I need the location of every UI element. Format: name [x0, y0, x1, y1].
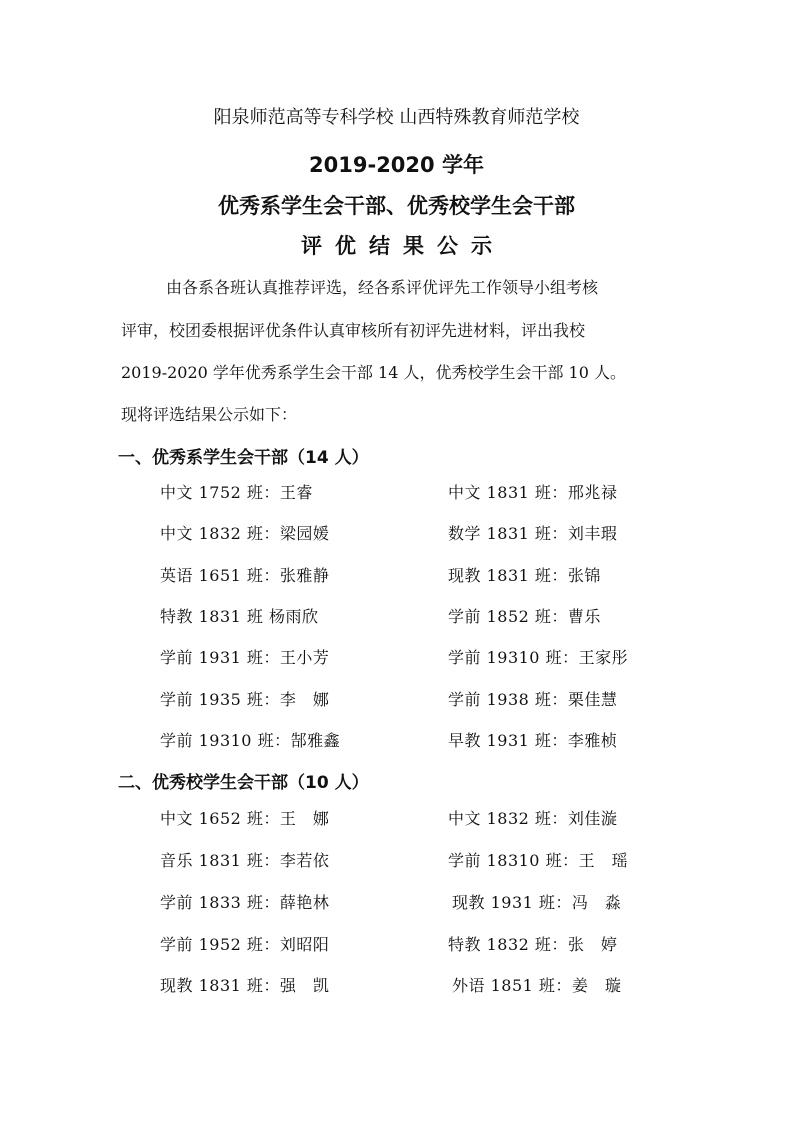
list-item: 学前 1952 班：刘昭阳: [160, 935, 330, 954]
document-title: 优秀系学生会干部、优秀校学生会干部: [218, 194, 575, 218]
list-item: 特教 1831 班 杨雨欣: [160, 607, 319, 626]
list-item: 学前 19310 班：王家彤: [448, 648, 629, 667]
section-2-heading: 二、优秀校学生会干部（10 人）: [118, 773, 369, 793]
list-item: 音乐 1831 班：李若依: [160, 851, 330, 870]
list-item: 学前 1938 班：栗佳慧: [448, 690, 618, 709]
list-item: 学前 1931 班：王小芳: [160, 648, 330, 667]
intro-line-4: 现将评选结果公示如下：: [121, 405, 298, 424]
list-item: 中文 1652 班：王 娜: [160, 809, 330, 828]
list-item: 学前 18310 班：王 瑶: [448, 851, 629, 870]
document-subtitle: 评优结果公示: [301, 234, 505, 258]
list-item: 数学 1831 班：刘丰瑕: [448, 524, 618, 543]
section-1-heading: 一、优秀系学生会干部（14 人）: [118, 448, 369, 468]
intro-line-2: 评审，校团委根据评优条件认真审核所有初评先进材料，评出我校: [121, 321, 586, 340]
list-item: 学前 19310 班：郜雅鑫: [160, 731, 341, 750]
list-item: 英语 1651 班：张雅静: [160, 566, 330, 585]
intro-line-3: 2019-2020 学年优秀系学生会干部 14 人，优秀校学生会干部 10 人。: [121, 363, 626, 382]
intro-line-1: 由各系各班认真推荐评选，经各系评优评先工作领导小组考核: [166, 278, 599, 297]
list-item: 学前 1935 班：李 娜: [160, 690, 330, 709]
list-item: 中文 1752 班：王睿: [160, 483, 313, 502]
list-item: 早教 1931 班：李雅桢: [448, 731, 618, 750]
academic-year: 2019-2020 学年: [309, 153, 484, 177]
list-item: 中文 1831 班：邢兆禄: [448, 483, 618, 502]
list-item: 中文 1832 班：梁园媛: [160, 524, 330, 543]
school-names: 阳泉师范高等专科学校 山西特殊教育师范学校: [213, 107, 580, 128]
list-item: 外语 1851 班：姜 璇: [452, 976, 622, 995]
list-item: 学前 1833 班：薛艳林: [160, 893, 330, 912]
list-item: 现教 1831 班：张锦: [448, 566, 601, 585]
list-item: 学前 1852 班：曹乐: [448, 607, 601, 626]
list-item: 中文 1832 班：刘佳漩: [448, 809, 618, 828]
list-item: 现教 1931 班：冯 淼: [452, 893, 622, 912]
list-item: 现教 1831 班：强 凯: [160, 976, 330, 995]
list-item: 特教 1832 班：张 婷: [448, 935, 618, 954]
